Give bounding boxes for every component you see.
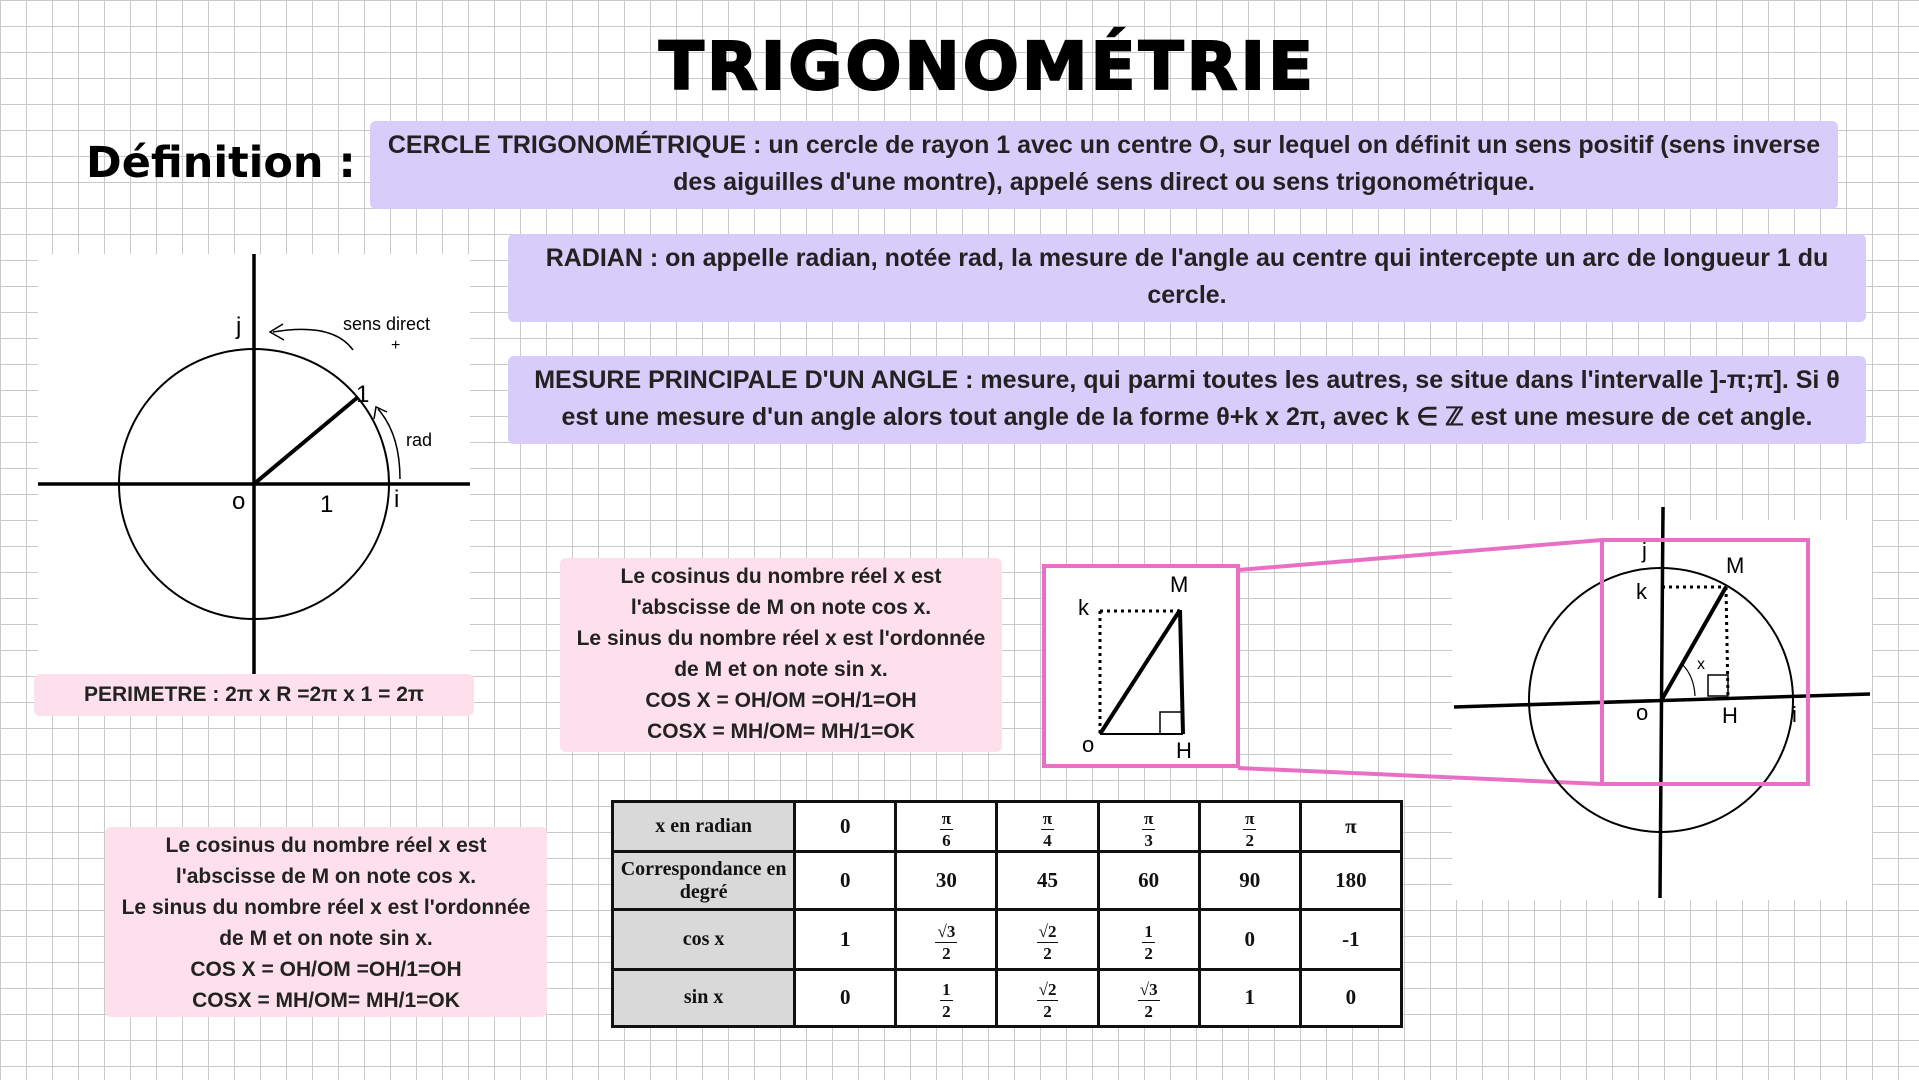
cosinus-box-middle <box>560 558 1002 752</box>
trig-circle-diagram <box>38 254 470 674</box>
definition-mesure-principale: MESURE PRINCIPALE D'UN ANGLE : mesure, qui parmi toutes les autres, se situe dans l'intervalle ]-π;π]. Si θ est une mesure d'un angle alors tout angle de la forme θ+k x 2π, avec k ∈ ℤ est une mesure de cet angle. <box>508 356 1866 444</box>
cos-line: Le cosinus du nombre réel x est <box>165 834 487 857</box>
cos-line: l'abscisse de M on note cos x. <box>630 596 932 619</box>
zoom-label-k: k <box>1636 579 1647 604</box>
radius-line <box>254 397 358 484</box>
triangle-label-h: H <box>1176 738 1192 763</box>
triangle-label-k: k <box>1078 595 1089 620</box>
table-cell: 1 <box>1199 969 1300 1026</box>
trig-values-table <box>611 800 1403 1028</box>
zoom-label-j: j <box>1642 538 1647 563</box>
label-sens-direct: sens direct <box>343 314 431 334</box>
perimetre-box: PERIMETRE : 2π x R =2π x 1 = 2π <box>34 674 474 716</box>
table-cell: 0 <box>1300 969 1401 1026</box>
triangle-zoom-box <box>1044 566 1238 766</box>
table-cell: $\frac{1}{2}$ <box>1098 910 1199 969</box>
table-cell: -1 <box>1300 910 1401 969</box>
label-i: i <box>394 486 400 513</box>
label-x-one: 1 <box>320 491 334 518</box>
cos-line: COS X = OH/OM =OH/1=OH <box>645 689 917 712</box>
row-header-radian: x en radian <box>613 802 795 852</box>
row-header-cos: cos x <box>613 910 795 969</box>
table-cell: 0 <box>795 852 896 910</box>
table-cell: 0 <box>795 969 896 1026</box>
table-cell: 1 <box>795 910 896 969</box>
row-radian <box>613 802 1402 852</box>
label-o: o <box>232 488 246 515</box>
label-radius-one: 1 <box>356 381 370 408</box>
zoom-label-x: x <box>1697 656 1705 673</box>
row-degree <box>613 852 1402 910</box>
definition-label: Définition : <box>86 138 356 188</box>
table-cell: $\frac{\pi}{3}$ <box>1098 802 1199 852</box>
table-cell: $\frac{√3}{2}$ <box>896 910 997 969</box>
zoom-label-i: i <box>1792 702 1797 727</box>
row-header-degree: Correspondance en degré <box>613 852 795 910</box>
definition-cercle: CERCLE TRIGONOMÉTRIQUE : un cercle de rayon 1 avec un centre O, sur lequel on définit un sens positif (sens inverse des aiguilles d'une montre), appelé sens direct ou sens trigonométrique. <box>370 121 1838 209</box>
cos-line: de M et on note sin x. <box>219 927 433 950</box>
cosinus-box-bottom <box>105 827 547 1017</box>
table-cell: $\frac{\pi}{6}$ <box>896 802 997 852</box>
cos-line: COS X = OH/OM =OH/1=OH <box>190 958 462 981</box>
table-cell: 0 <box>1199 910 1300 969</box>
table-cell: 0 <box>795 802 896 852</box>
row-sin <box>613 969 1402 1026</box>
zoom-label-h: H <box>1722 703 1738 728</box>
table-cell: 180 <box>1300 852 1401 910</box>
table-cell: π <box>1300 802 1401 852</box>
row-header-sin: sin x <box>613 969 795 1026</box>
table-cell: $\frac{\pi}{4}$ <box>997 802 1098 852</box>
table-cell: 30 <box>896 852 997 910</box>
label-j: j <box>236 313 242 340</box>
page-title: TRIGONOMÉTRIE <box>658 28 1317 105</box>
table-cell: $\frac{√2}{2}$ <box>997 969 1098 1026</box>
table-cell: $\frac{√2}{2}$ <box>997 910 1098 969</box>
table-cell: 60 <box>1098 852 1199 910</box>
definition-radian: RADIAN : on appelle radian, notée rad, la mesure de l'angle au centre qui intercepte un arc de longueur 1 du cercle. <box>508 234 1866 322</box>
cos-line: COSX = MH/OM= MH/1=OK <box>647 720 915 743</box>
table-cell: 90 <box>1199 852 1300 910</box>
cos-line: de M et on note sin x. <box>674 658 888 681</box>
label-plus: + <box>391 337 401 354</box>
cos-line: l'abscisse de M on note cos x. <box>175 865 477 888</box>
row-cos <box>613 910 1402 969</box>
cos-line: Le cosinus du nombre réel x est <box>620 565 942 588</box>
zoom-label-m: M <box>1726 553 1745 578</box>
table-cell: 45 <box>997 852 1098 910</box>
triangle-label-o: o <box>1082 732 1095 757</box>
table-cell: $\frac{√3}{2}$ <box>1098 969 1199 1026</box>
label-rad: rad <box>406 430 433 450</box>
sens-direct-arc <box>273 329 353 350</box>
cos-line: Le sinus du nombre réel x est l'ordonnée <box>576 627 986 650</box>
cos-line: COSX = MH/OM= MH/1=OK <box>192 989 460 1012</box>
table-cell: $\frac{1}{2}$ <box>896 969 997 1026</box>
zoom-label-o: o <box>1636 700 1649 725</box>
triangle-label-m: M <box>1170 572 1189 597</box>
cos-line: Le sinus du nombre réel x est l'ordonnée <box>121 896 531 919</box>
table-cell: $\frac{\pi}{2}$ <box>1199 802 1300 852</box>
